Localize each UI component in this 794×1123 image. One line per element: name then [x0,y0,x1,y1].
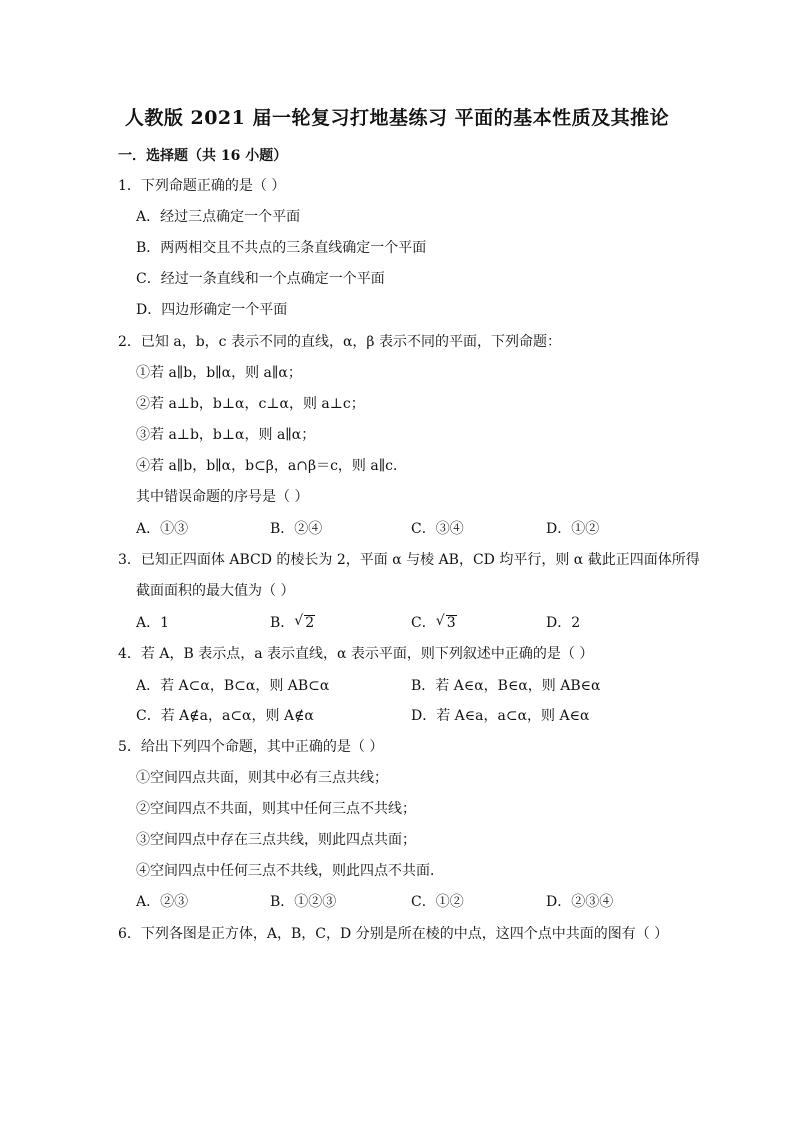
question-3-option-c-radicand: 3 [446,615,456,631]
question-5-option-d: D．②③④ [546,894,614,910]
question-3-option-b [270,614,315,632]
question-1-option-a: A．经过三点确定一个平面 [136,209,301,225]
question-5-proposition-4: ④空间四点中任何三点不共线，则此四点不共面． [136,863,444,879]
question-5-proposition-2: ②空间四点不共面，则其中任何三点不共线； [136,801,416,817]
question-3-option-d: D．2 [546,615,581,631]
question-2-proposition-1: ①若 a∥b，b∥α，则 a∥α； [136,365,302,381]
question-3-stem-line-1: 3．已知正四面体 ABCD 的棱长为 2，平面 α 与棱 AB，CD 均平行，则 α 截此正四面体所得 [118,552,700,568]
question-1-option-b: B．两两相交且不共点的三条直线确定一个平面 [136,240,427,256]
question-3-stem-line-2: 截面面积的最大值为（ ） [136,583,295,599]
question-6-stem: 6．下列各图是正方体，A，B，C，D 分别是所在棱的中点，这四个点中共面的图有（ ） [118,926,669,942]
section-heading: 一．选择题（共 16 小题） [118,148,288,164]
question-2-option-d: D．①② [546,521,600,537]
question-4-option-c: C．若 A∉a，a⊂α，则 A∉α [136,708,314,724]
question-2-proposition-2: ②若 a⊥b，b⊥α，c⊥α，则 a⊥c； [136,396,365,412]
document-title: 人教版 2021 届一轮复习打地基练习 平面的基本性质及其推论 [124,107,670,129]
question-2-option-b: B．②④ [270,521,323,537]
question-2-stem: 2．已知 a，b，c 表示不同的直线，α，β 表示不同的平面，下列命题： [118,334,561,350]
question-1-option-c: C．经过一条直线和一个点确定一个平面 [136,271,385,287]
question-5-option-b: B．①②③ [270,894,337,910]
question-5-stem: 5．给出下列四个命题，其中正确的是（ ） [118,739,384,755]
question-4-option-b: B．若 A∈α，B∈α，则 AB∈α [411,678,601,694]
question-2-ask: 其中错误命题的序号是（ ） [136,489,309,505]
question-5-option-a: A．②③ [136,894,189,910]
question-4-option-a: A．若 A⊂α，B⊂α，则 AB⊂α [136,678,330,694]
question-2-option-c: C．③④ [411,521,464,537]
question-5-option-c: C．①② [411,894,464,910]
question-1-option-d: D．四边形确定一个平面 [136,302,288,318]
question-3-option-b-label: B． [270,615,295,631]
question-3-option-c-label: C． [411,615,436,631]
question-5-proposition-3: ③空间四点中存在三点共线，则此四点共面； [136,832,416,848]
question-2-proposition-3: ③若 a⊥b，b⊥α，则 a∥α； [136,427,316,443]
sqrt-symbol [294,614,315,632]
question-3-option-b-radicand: 2 [305,615,315,631]
question-2-option-a: A．①③ [136,521,189,537]
question-5-proposition-1: ①空间四点共面，则其中必有三点共线； [136,770,388,786]
question-4-option-d: D．若 A∈a，a⊂α，则 A∈α [411,708,590,724]
question-4-stem: 4．若 A，B 表示点，a 表示直线，α 表示平面，则下列叙述中正确的是（ ） [118,646,594,662]
question-3-option-a: A．1 [136,615,170,631]
question-1-stem: 1．下列命题正确的是（ ） [118,178,286,194]
question-2-proposition-4: ④若 a∥b，b∥α，b⊂β，a∩β＝c，则 a∥c． [136,458,408,474]
question-3-option-c [411,614,457,632]
sqrt-symbol [436,614,457,632]
